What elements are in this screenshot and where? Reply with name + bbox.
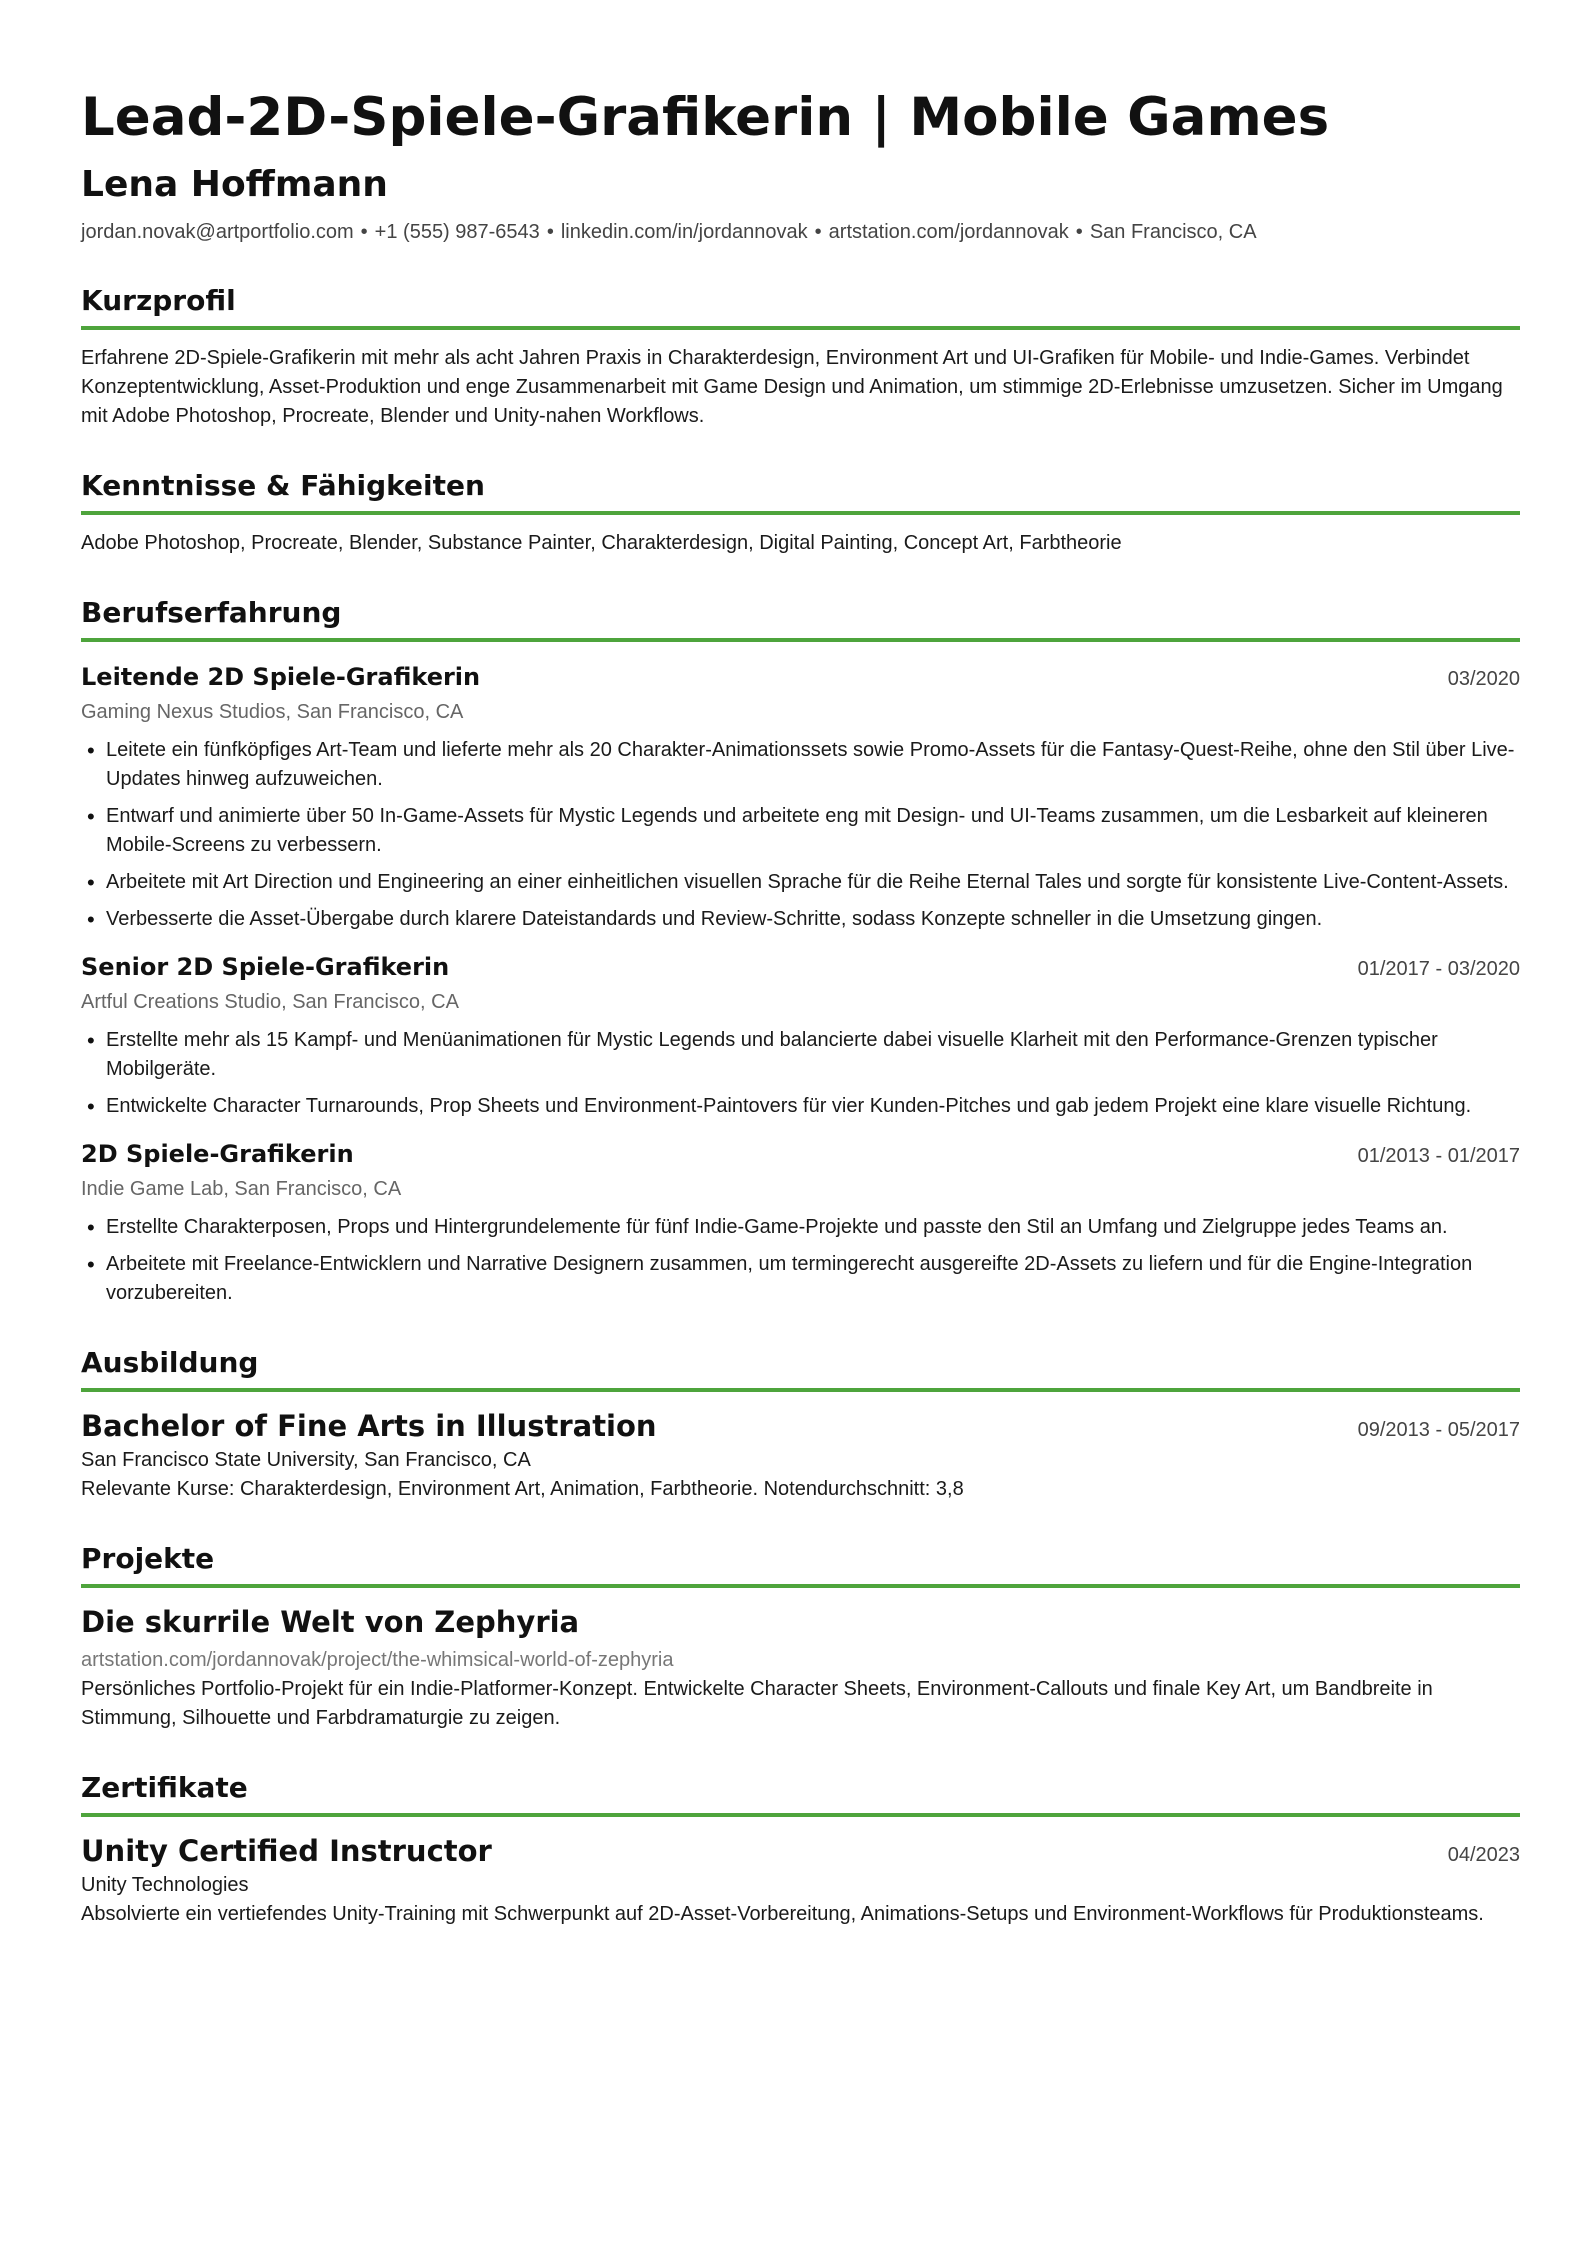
education-details: Relevante Kurse: Charakterdesign, Environment Art, Animation, Farbtheorie. Notendurchschnitt: 3,8 — [81, 1478, 964, 1500]
job-date: 01/2017 - 03/2020 — [1357, 958, 1520, 980]
job-header — [81, 660, 1520, 694]
job-bullets — [81, 1213, 1520, 1308]
section-profile — [81, 282, 1520, 431]
job-bullets — [81, 1026, 1520, 1121]
contact-artstation[interactable]: artstation.com/jordannovak — [828, 221, 1069, 243]
certificate-header — [81, 1831, 1520, 1871]
certificate-date: 04/2023 — [1447, 1844, 1520, 1866]
job-company: Gaming Nexus Studios, San Francisco, CA — [81, 701, 464, 723]
section-title-certificates: Zertifikate — [81, 1769, 1520, 1817]
skills-text: Adobe Photoshop, Procreate, Blender, Substance Painter, Charakterdesign, Digital Painting, Concept Art, Farbtheorie — [81, 532, 1122, 554]
job-bullet: • Erstellte mehr als 15 Kampf- und Menüanimationen für Mystic Legends und balancierte dabei visuelle Klarheit mit den Performance-Grenzen typischer Mobilgeräte. — [81, 1026, 1520, 1084]
job-entry — [81, 1137, 1520, 1308]
contact-separator: • — [546, 221, 554, 243]
job-header — [81, 950, 1520, 984]
job-bullet: • Arbeitete mit Freelance-Entwicklern und Narrative Designern zusammen, um termingerecht ausgereifte 2D-Assets zu liefern und für die Engine-Integration vorzubereiten. — [81, 1250, 1520, 1308]
job-entry — [81, 660, 1520, 934]
job-bullet: • Entwarf und animierte über 50 In-Game-Assets für Mystic Legends und arbeitete eng mit Design- und UI-Teams zusammen, um die Lesbarkeit auf kleineren Mobile-Screens zu verbessern. — [81, 802, 1520, 860]
section-title-skills: Kenntnisse & Fähigkeiten — [81, 467, 1520, 515]
job-bullet: • Leitete ein fünfköpfiges Art-Team und lieferte mehr als 20 Charakter-Animationssets sowie Promo-Assets für die Fantasy-Quest-Reihe, ohne den Stil über Live-Updates hinweg aufzuweichen. — [81, 736, 1520, 794]
candidate-name: Lena Hoffmann — [81, 164, 388, 205]
job-bullet: • Arbeitete mit Art Direction und Engineering an einer einheitlichen visuellen Sprache für die Reihe Eternal Tales und sorgte für konsistente Live-Content-Assets. — [81, 868, 1520, 897]
job-bullet: • Verbesserte die Asset-Übergabe durch klarere Dateistandards und Review-Schritte, sodass Konzepte schneller in die Umsetzung gingen. — [81, 905, 1520, 934]
job-date: 01/2013 - 01/2017 — [1357, 1145, 1520, 1167]
job-title: Senior 2D Spiele-Grafikerin — [81, 953, 450, 981]
project-name: Die skurrile Welt von Zephyria — [81, 1605, 580, 1639]
section-education — [81, 1344, 1520, 1504]
job-entry — [81, 950, 1520, 1121]
contact-email[interactable]: jordan.novak@artportfolio.com — [81, 221, 354, 243]
contact-linkedin[interactable]: linkedin.com/in/jordannovak — [560, 221, 808, 243]
job-date: 03/2020 — [1447, 668, 1520, 690]
contact-line — [81, 218, 1520, 246]
education-school: San Francisco State University, San Francisco, CA — [81, 1449, 531, 1471]
job-bullet: • Erstellte Charakterposen, Props und Hintergrundelemente für fünf Indie-Game-Projekte und passte den Stil an Umfang und Zielgruppe jedes Teams an. — [81, 1213, 1520, 1242]
certificate-issuer: Unity Technologies — [81, 1874, 249, 1896]
job-company: Indie Game Lab, San Francisco, CA — [81, 1178, 402, 1200]
section-title-education: Ausbildung — [81, 1344, 1520, 1392]
contact-location: San Francisco, CA — [1089, 221, 1257, 243]
education-date: 09/2013 - 05/2017 — [1357, 1419, 1520, 1441]
section-title-projects: Projekte — [81, 1540, 1520, 1588]
resume-headline: Lead-2D-Spiele-Grafikerin | Mobile Games — [81, 87, 1330, 148]
education-degree: Bachelor of Fine Arts in Illustration — [81, 1409, 657, 1443]
section-title-profile: Kurzprofil — [81, 282, 1520, 330]
job-bullet: • Entwickelte Character Turnarounds, Prop Sheets und Environment-Paintovers für vier Kunden-Pitches und gab jedem Projekt eine klare visuelle Richtung. — [81, 1092, 1520, 1121]
section-certificates — [81, 1769, 1520, 1929]
section-skills — [81, 467, 1520, 558]
job-bullets — [81, 736, 1520, 934]
project-description: Persönliches Portfolio-Projekt für ein Indie-Platformer-Konzept. Entwickelte Character Sheets, Environment-Callouts und finale Key Art, um Bandbreite in Stimmung, Silhouette und Farbdramaturgie zu zeigen. — [81, 1678, 1433, 1729]
education-header — [81, 1406, 1520, 1446]
job-header — [81, 1137, 1520, 1171]
contact-separator: • — [360, 221, 368, 243]
job-title: 2D Spiele-Grafikerin — [81, 1140, 354, 1168]
section-experience — [81, 594, 1520, 1308]
contact-separator: • — [1075, 221, 1083, 243]
project-link[interactable]: artstation.com/jordannovak/project/the-whimsical-world-of-zephyria — [81, 1649, 674, 1671]
job-title: Leitende 2D Spiele-Grafikerin — [81, 663, 481, 691]
section-title-experience: Berufserfahrung — [81, 594, 1520, 642]
certificate-description: Absolvierte ein vertiefendes Unity-Training mit Schwerpunkt auf 2D-Asset-Vorbereitung, Animations-Setups und Environment-Workflows für Produktionsteams. — [81, 1903, 1484, 1925]
contact-phone[interactable]: +1 (555) 987-6543 — [374, 221, 540, 243]
section-projects — [81, 1540, 1520, 1733]
certificate-name: Unity Certified Instructor — [81, 1834, 492, 1868]
contact-separator: • — [814, 221, 822, 243]
resume-header — [81, 82, 1520, 246]
job-company: Artful Creations Studio, San Francisco, CA — [81, 991, 459, 1013]
profile-text: Erfahrene 2D-Spiele-Grafikerin mit mehr als acht Jahren Praxis in Charakterdesign, Environment Art und UI-Grafiken für Mobile- und Indie-Games. Verbindet Konzeptentwicklung, Asset-Produktion und enge Zusammenarbeit mit Game Design und Animation, um stimmige 2D-Erlebnisse umzusetzen. Sicher im Umgang mit Adobe Photoshop, Procreate, Blender und Unity-nahen Workflows. — [81, 347, 1503, 427]
